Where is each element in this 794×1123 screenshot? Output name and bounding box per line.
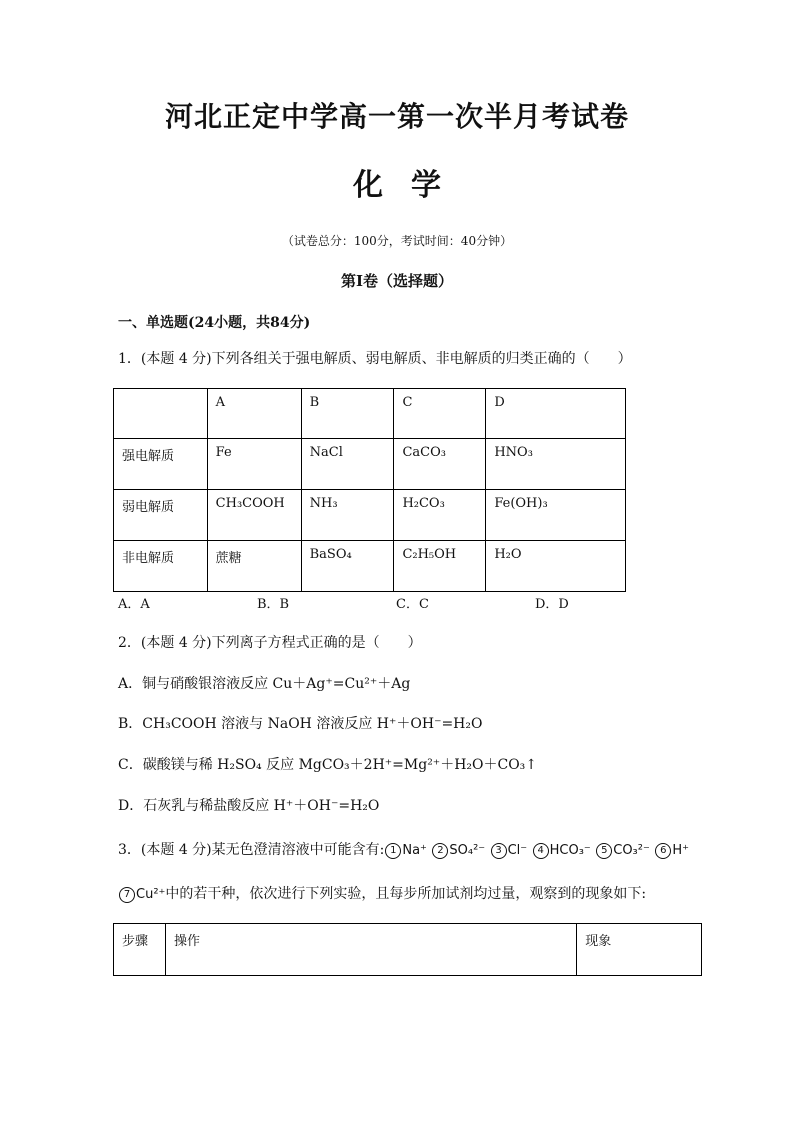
table-cell: CH₃COOH: [207, 490, 301, 541]
table-row: [114, 490, 626, 541]
circled-number: 2: [432, 843, 448, 859]
question-3-table: [113, 923, 702, 976]
table-cell: NH₃: [301, 490, 394, 541]
circled-number: 3: [491, 843, 507, 859]
table-header-cell: B: [301, 389, 394, 439]
question-1-options: [118, 593, 598, 612]
table-cell: H₂CO₃: [394, 490, 486, 541]
table-cell: Fe(OH)₃: [486, 490, 626, 541]
circled-number: 6: [655, 843, 671, 859]
table-cell: C₂H₅OH: [394, 541, 486, 592]
row-label: 弱电解质: [114, 490, 208, 541]
ion-label: Cu²⁺: [136, 887, 166, 902]
ion-label: CO₃²⁻: [613, 843, 650, 858]
table-header-row: [114, 924, 702, 976]
exam-title: 河北正定中学高一第一次半月考试卷: [164, 100, 629, 133]
ion-label: Na⁺: [402, 843, 427, 858]
row-label: 强电解质: [114, 439, 208, 490]
ion-label: HCO₃⁻: [549, 843, 591, 858]
table-header-row: [114, 389, 626, 439]
question-1-table: [113, 388, 626, 592]
table-row: [114, 439, 626, 490]
table-cell: Fe: [207, 439, 301, 490]
ion-label: SO₄²⁻: [449, 843, 486, 858]
exam-meta: （试卷总分：100分，考试时间：40分钟）: [281, 234, 513, 248]
option-d[interactable]: D．石灰乳与稀盐酸反应 H⁺＋OH⁻=H₂O: [118, 798, 380, 814]
table-cell: H₂O: [486, 541, 626, 592]
circled-number: 4: [533, 843, 549, 859]
ion-label: H⁺: [672, 843, 689, 858]
circled-number: 7: [119, 887, 135, 903]
section-heading: 一、单选题(24小题，共84分): [118, 315, 311, 331]
table-cell: NaCl: [301, 439, 394, 490]
ion-label: Cl⁻: [507, 843, 528, 858]
option-d[interactable]: D．D: [535, 597, 569, 612]
question-1-stem: 1．(本题 4 分)下列各组关于强电解质、弱电解质、非电解质的归类正确的（ ）: [118, 351, 632, 367]
option-c[interactable]: C．C: [396, 597, 429, 612]
option-a[interactable]: A．A: [118, 597, 150, 612]
table-header-cell: [114, 389, 208, 439]
table-header-cell: A: [207, 389, 301, 439]
exam-subject: 化学: [353, 168, 469, 203]
table-header-cell: D: [486, 389, 626, 439]
table-cell: HNO₃: [486, 439, 626, 490]
table-cell: 蔗糖: [207, 541, 301, 592]
question-3-stem: [118, 839, 689, 859]
option-a[interactable]: A．铜与硝酸银溶液反应 Cu＋Ag⁺=Cu²⁺＋Ag: [118, 676, 411, 692]
table-cell: CaCO₃: [394, 439, 486, 490]
table-header-cell: C: [394, 389, 486, 439]
option-b[interactable]: B．CH₃COOH 溶液与 NaOH 溶液反应 H⁺＋OH⁻=H₂O: [118, 716, 483, 732]
question-3-text: 中的若干种，依次进行下列实验，且每步所加试剂均过量，观察到的现象如下:: [165, 886, 647, 902]
table-header-cell: 现象: [577, 924, 702, 976]
table-header-cell: 操作: [165, 924, 576, 976]
volume-heading: 第I卷（选择题）: [340, 272, 454, 290]
circled-number: 1: [385, 843, 401, 859]
question-2-stem: 2．(本题 4 分)下列离子方程式正确的是（ ）: [118, 635, 422, 651]
circled-number: 5: [596, 843, 612, 859]
option-b[interactable]: B．B: [257, 597, 290, 612]
question-3-text: 3．(本题 4 分)某无色澄清溶液中可能含有:: [118, 842, 385, 858]
option-c[interactable]: C．碳酸镁与稀 H₂SO₄ 反应 MgCO₃＋2H⁺=Mg²⁺＋H₂O＋CO₃↑: [118, 757, 538, 773]
table-cell: BaSO₄: [301, 541, 394, 592]
table-row: [114, 541, 626, 592]
row-label: 非电解质: [114, 541, 208, 592]
table-header-cell: 步骤: [114, 924, 166, 976]
question-3-line-2: [118, 883, 646, 903]
